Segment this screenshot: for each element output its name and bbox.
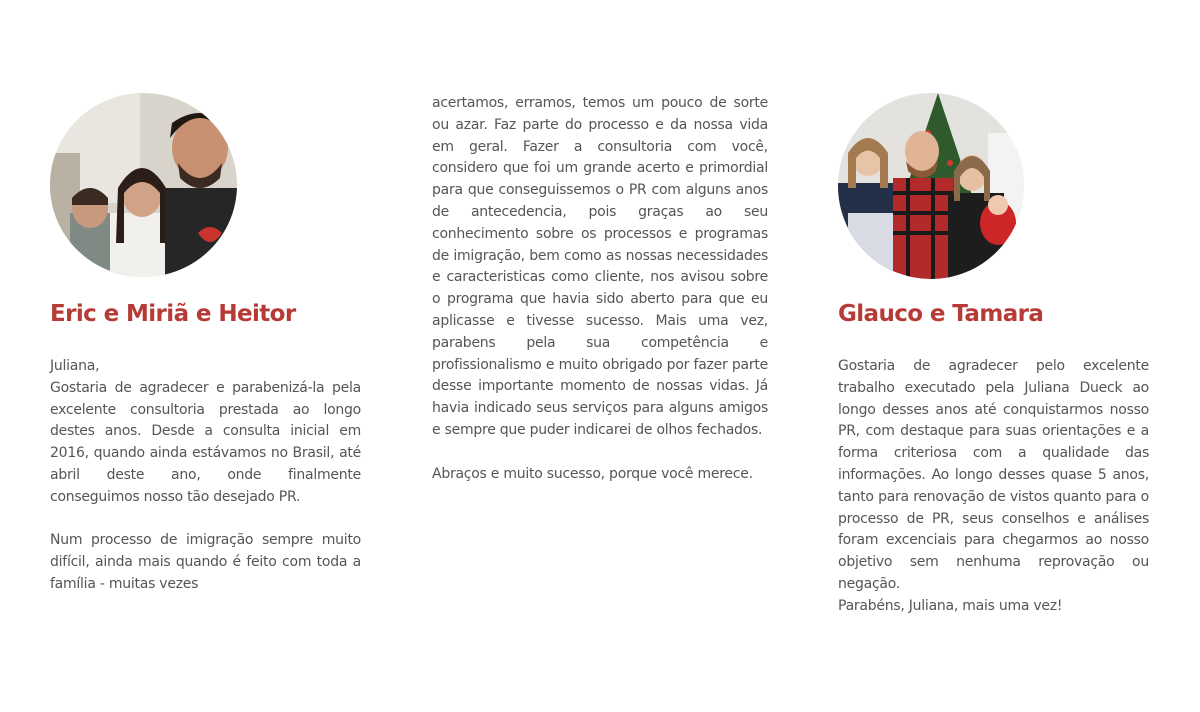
testimonial-greeting: Juliana, bbox=[50, 358, 100, 374]
testimonial-closing: Parabéns, Juliana, mais uma vez! bbox=[838, 597, 1063, 614]
testimonial-photo-eric-miria-heitor bbox=[50, 93, 237, 277]
testimonial-author-name: Glauco e Tamara bbox=[838, 301, 1044, 327]
family-photo-icon bbox=[838, 93, 1024, 279]
testimonial-paragraph-continued: acertamos, erramos, temos um pouco de sorte ou azar. Faz parte do processo e da nossa vida em geral. Fazer a consultoria com você, considero que foi um grande acerto e primordial para que conseguissemos o PR com alguns anos de antecedencia, pois graças ao seu conhecimento sobre os processos e programas de imigração, bem como as nossas necessidades e caracteristicas como cliente, nos avisou sobre o programa que havia sido aberto para que eu aplicasse e tivesse sucesso. Mais uma vez, parabens pela sua competência e profissionalismo e muito obrigado por fazer parte desse importante momento de nossas vidas. Já havia indicado seus serviços para alguns amigos e sempre que puder indicarei de olhos fechados. bbox=[432, 95, 768, 438]
testimonial-closing: Abraços e muito sucesso, porque você merece. bbox=[432, 465, 753, 482]
testimonial-photo-glauco-tamara bbox=[838, 93, 1024, 279]
family-photo-icon bbox=[50, 93, 237, 277]
testimonial-text-part2 bbox=[432, 93, 768, 485]
paragraph-spacer bbox=[50, 509, 361, 531]
testimonial-text-part1 bbox=[50, 356, 361, 596]
testimonial-paragraph: Gostaria de agradecer e parabenizá-la pela excelente consultoria prestada ao longo destes anos. Desde a consulta inicial em 2016, quando ainda estávamos no Brasil, até abril deste ano, onde finalmente conseguimos nosso tão desejado PR. bbox=[50, 379, 361, 505]
testimonial-text bbox=[838, 356, 1149, 618]
paragraph-spacer bbox=[432, 442, 768, 464]
testimonial-paragraph: Num processo de imigração sempre muito difícil, ainda mais quando é feito com toda a família - muitas vezes bbox=[50, 532, 361, 592]
testimonial-author-name: Eric e Miriã e Heitor bbox=[50, 301, 296, 327]
testimonial-paragraph: Gostaria de agradecer pelo excelente trabalho executado pela Juliana Dueck ao longo desses anos até conquistarmos nosso PR, com destaque para suas orientações e a forma criteriosa com a qualidade das informações. Ao longo desses quase 5 anos, tanto para renovação de vistos quanto para o processo de PR, seus conselhos e análises foram excenciais para chegarmos ao nosso objetivo sem nenhuma reprovação ou negação. bbox=[838, 358, 1149, 592]
